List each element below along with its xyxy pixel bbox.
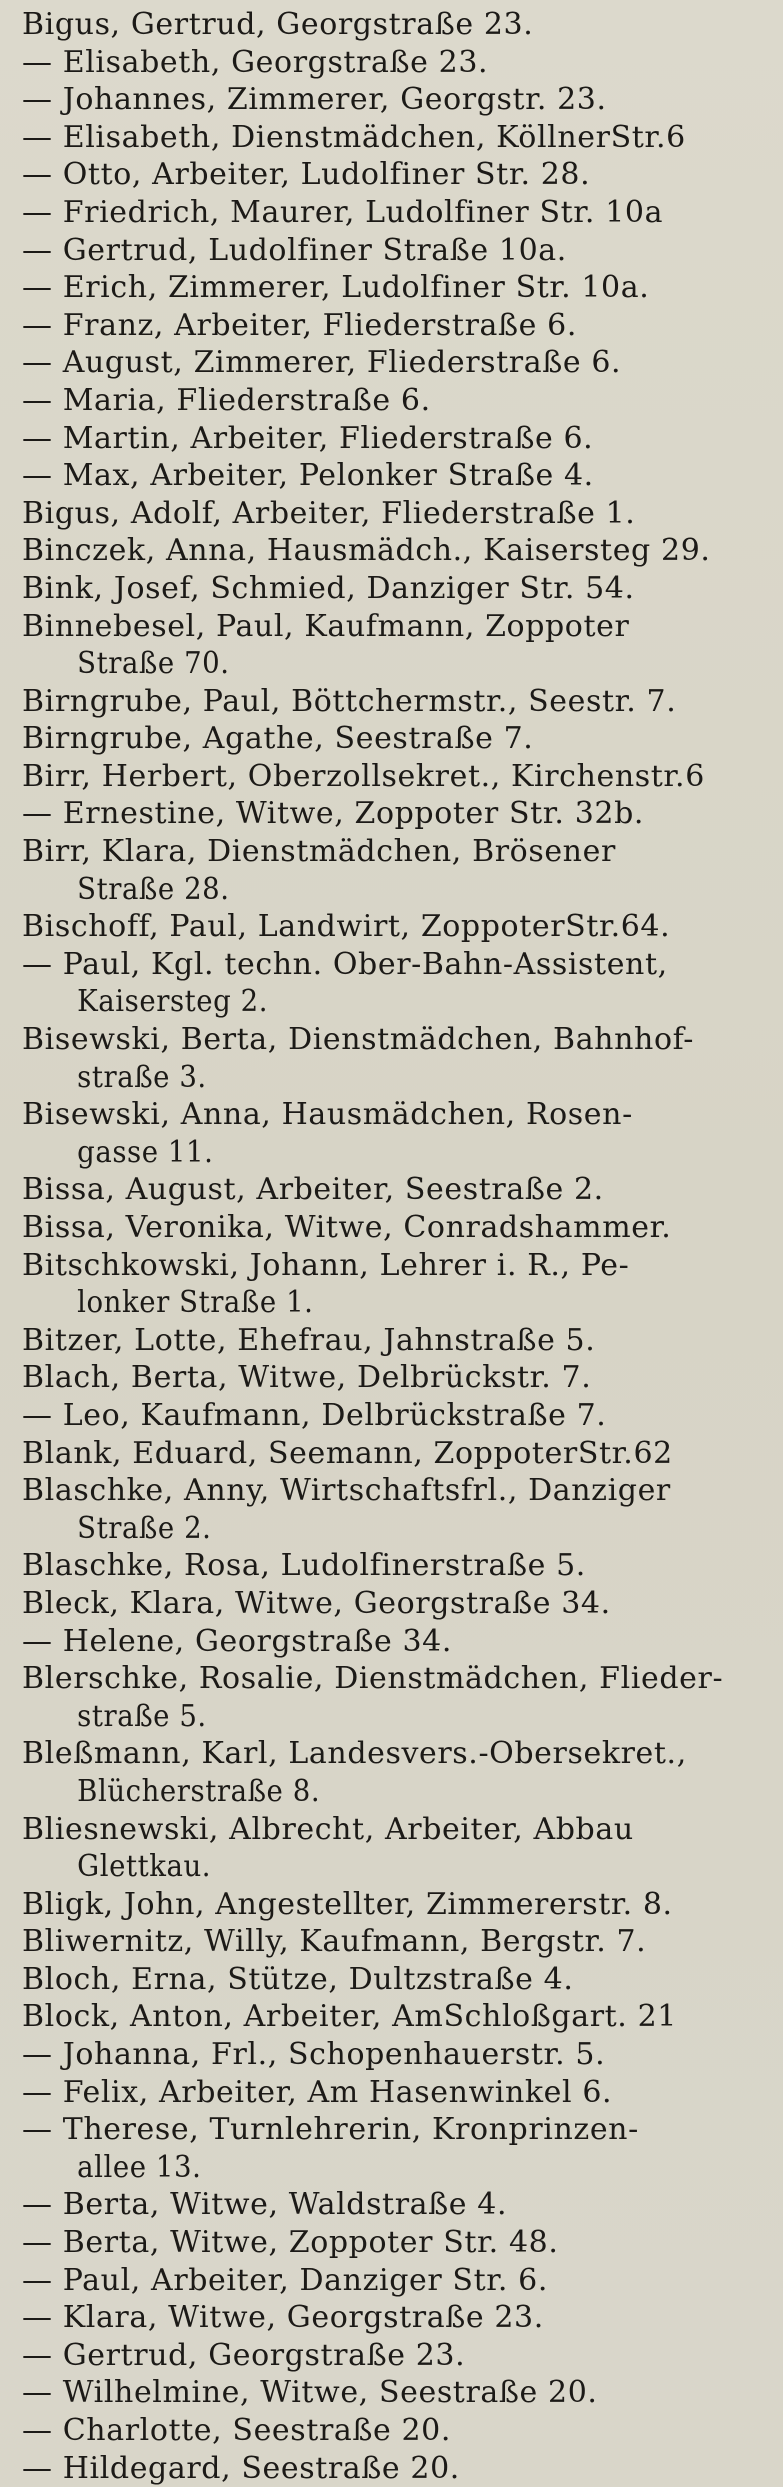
directory-entry (22, 1247, 765, 1322)
entry-line: Bligk, John, Angestellter, Zimmererstr. 8. (22, 1886, 673, 1922)
entry-line: Blach, Berta, Witwe, Delbrückstr. 7. (22, 1360, 592, 1396)
entry-continuation-line: allee 13. (77, 2149, 202, 2185)
entry-line: Bleck, Klara, Witwe, Georgstraße 34. (22, 1585, 611, 1621)
entry-continuation-line: Glettkau. (77, 1849, 212, 1885)
entry-continuation-line: Straße 28. (77, 871, 230, 907)
entry-line: — Paul, Arbeiter, Danziger Str. 6. (22, 2262, 548, 2298)
directory-entry (22, 2224, 765, 2262)
directory-entry (22, 1623, 765, 1661)
entry-line: — Leo, Kaufmann, Delbrückstraße 7. (22, 1397, 607, 1433)
entry-line: Bitzer, Lotte, Ehefrau, Jahnstraße 5. (22, 1322, 596, 1358)
entry-line: Bissa, Veronika, Witwe, Conradshammer. (22, 1210, 672, 1245)
directory-entry (22, 1961, 765, 1999)
directory-entry (22, 6, 765, 44)
directory-entry (22, 119, 765, 157)
entry-line: — Max, Arbeiter, Pelonker Straße 4. (22, 458, 594, 494)
entry-line: Blaschke, Anny, Wirtschaftsfrl., Danziger (22, 1473, 671, 1509)
directory-entry (22, 2262, 765, 2300)
directory-entry-list (22, 6, 765, 2487)
entry-line: Bigus, Adolf, Arbeiter, Fliederstraße 1. (22, 495, 636, 531)
entry-continuation-line: Straße 70. (77, 646, 230, 682)
entry-line: Birngrube, Agathe, Seestraße 7. (22, 721, 534, 757)
directory-entry (22, 795, 765, 833)
directory-entry (22, 2450, 765, 2487)
entry-continuation-line: straße 3. (77, 1059, 207, 1095)
entry-line: — Johanna, Frl., Schopenhauerstr. 5. (22, 2037, 606, 2073)
directory-entry (22, 1585, 765, 1623)
directory-entry (22, 532, 765, 570)
entry-line: Blerschke, Rosalie, Dienstmädchen, Flieder- (22, 1661, 724, 1697)
directory-entry (22, 608, 765, 683)
entry-continuation-line: straße 5. (77, 1698, 207, 1734)
directory-entry (22, 1547, 765, 1585)
directory-entry (22, 2074, 765, 2112)
entry-line: — Hildegard, Seestraße 20. (22, 2450, 460, 2486)
entry-line: Blaschke, Rosa, Ludolfinerstraße 5. (22, 1548, 586, 1584)
entry-line: Birngrube, Paul, Böttchermstr., Seestr. 7. (22, 683, 677, 719)
entry-line: — August, Zimmerer, Fliederstraße 6. (22, 345, 622, 381)
directory-entry (22, 1435, 765, 1473)
directory-entry (22, 683, 765, 721)
directory-entry (22, 1998, 765, 2036)
directory-entry (22, 2036, 765, 2074)
directory-entry (22, 457, 765, 495)
directory-entry (22, 232, 765, 270)
directory-entry (22, 758, 765, 796)
entry-line: — Wilhelmine, Witwe, Seestraße 20. (22, 2375, 598, 2411)
directory-entry (22, 382, 765, 420)
entry-line: Bitschkowski, Johann, Lehrer i. R., Pe- (22, 1247, 630, 1283)
directory-entry (22, 946, 765, 1021)
directory-entry (22, 1886, 765, 1924)
directory-entry (22, 156, 765, 194)
directory-entry (22, 1923, 765, 1961)
entry-line: — Elisabeth, Dienstmädchen, KöllnerStr.6 (22, 119, 686, 155)
entry-line: — Paul, Kgl. techn. Ober-Bahn-Assistent, (22, 946, 668, 982)
entry-line: Bigus, Gertrud, Georgstraße 23. (22, 7, 534, 42)
entry-continuation-line: Kaisersteg 2. (77, 984, 269, 1020)
entry-line: Bliwernitz, Willy, Kaufmann, Bergstr. 7. (22, 1924, 647, 1960)
directory-entry (22, 570, 765, 608)
entry-line: — Franz, Arbeiter, Fliederstraße 6. (22, 307, 577, 343)
directory-entry (22, 908, 765, 946)
entry-line: Binnebesel, Paul, Kaufmann, Zoppoter (22, 608, 630, 644)
directory-entry (22, 2374, 765, 2412)
directory-entry (22, 1660, 765, 1735)
entry-line: Blank, Eduard, Seemann, ZoppoterStr.62 (22, 1435, 673, 1471)
entry-line: Binczek, Anna, Hausmädch., Kaisersteg 29. (22, 533, 711, 569)
entry-line: — Charlotte, Seestraße 20. (22, 2413, 452, 2448)
directory-entry (22, 44, 765, 82)
directory-entry (22, 495, 765, 533)
entry-line: — Felix, Arbeiter, Am Hasenwinkel 6. (22, 2074, 613, 2110)
directory-entry (22, 1397, 765, 1435)
directory-entry (22, 81, 765, 119)
directory-entry (22, 1021, 765, 1096)
directory-entry (22, 1735, 765, 1810)
directory-entry (22, 720, 765, 758)
entry-line: Bliesnewski, Albrecht, Arbeiter, Abbau (22, 1811, 634, 1847)
directory-entry (22, 344, 765, 382)
directory-entry (22, 1322, 765, 1360)
entry-line: — Gertrud, Ludolfiner Straße 10a. (22, 232, 567, 268)
directory-entry (22, 1472, 765, 1547)
entry-line: — Erich, Zimmerer, Ludolfiner Str. 10a. (22, 270, 650, 306)
directory-entry (22, 1811, 765, 1886)
directory-entry (22, 194, 765, 232)
directory-entry (22, 1359, 765, 1397)
entry-line: — Berta, Witwe, Zoppoter Str. 48. (22, 2225, 559, 2261)
entry-line: Bloch, Erna, Stütze, Dultzstraße 4. (22, 1961, 574, 1997)
entry-line: — Berta, Witwe, Waldstraße 4. (22, 2187, 508, 2223)
entry-continuation-line: lonker Straße 1. (77, 1285, 314, 1321)
entry-line: Bink, Josef, Schmied, Danziger Str. 54. (22, 570, 635, 606)
entry-line: — Elisabeth, Georgstraße 23. (22, 44, 489, 80)
entry-line: — Maria, Fliederstraße 6. (22, 382, 431, 418)
entry-line: Bleßmann, Karl, Landesvers.-Obersekret., (22, 1736, 687, 1772)
directory-entry (22, 833, 765, 908)
directory-entry (22, 2111, 765, 2186)
entry-line: — Martin, Arbeiter, Fliederstraße 6. (22, 420, 594, 456)
entry-line: — Klara, Witwe, Georgstraße 23. (22, 2300, 544, 2336)
entry-line: Bissa, August, Arbeiter, Seestraße 2. (22, 1172, 604, 1208)
directory-entry (22, 2299, 765, 2337)
directory-entry (22, 2412, 765, 2450)
directory-entry (22, 1171, 765, 1209)
entry-line: Birr, Klara, Dienstmädchen, Brösener (22, 834, 616, 870)
entry-continuation-line: gasse 11. (77, 1134, 214, 1170)
directory-entry (22, 1096, 765, 1171)
entry-line: — Johannes, Zimmerer, Georgstr. 23. (22, 82, 607, 118)
entry-line: Bisewski, Anna, Hausmädchen, Rosen- (22, 1097, 633, 1133)
entry-line: — Therese, Turnlehrerin, Kronprinzen- (22, 2112, 639, 2148)
entry-line: — Otto, Arbeiter, Ludolfiner Str. 28. (22, 157, 591, 193)
directory-entry (22, 1209, 765, 1247)
directory-entry (22, 307, 765, 345)
entry-line: — Gertrud, Georgstraße 23. (22, 2337, 466, 2373)
entry-line: Block, Anton, Arbeiter, AmSchloßgart. 21 (22, 1999, 677, 2035)
entry-line: Bischoff, Paul, Landwirt, ZoppoterStr.64. (22, 909, 671, 945)
directory-entry (22, 2186, 765, 2224)
entry-continuation-line: Blücherstraße 8. (77, 1773, 321, 1809)
entry-continuation-line: Straße 2. (77, 1510, 212, 1546)
directory-entry (22, 2337, 765, 2375)
entry-line: — Ernestine, Witwe, Zoppoter Str. 32b. (22, 796, 645, 832)
directory-entry (22, 420, 765, 458)
entry-line: — Helene, Georgstraße 34. (22, 1623, 452, 1659)
entry-line: Birr, Herbert, Oberzollsekret., Kirchenstr.6 (22, 758, 705, 794)
directory-entry (22, 269, 765, 307)
entry-line: — Friedrich, Maurer, Ludolfiner Str. 10a (22, 194, 664, 230)
entry-line: Bisewski, Berta, Dienstmädchen, Bahnhof- (22, 1022, 694, 1058)
